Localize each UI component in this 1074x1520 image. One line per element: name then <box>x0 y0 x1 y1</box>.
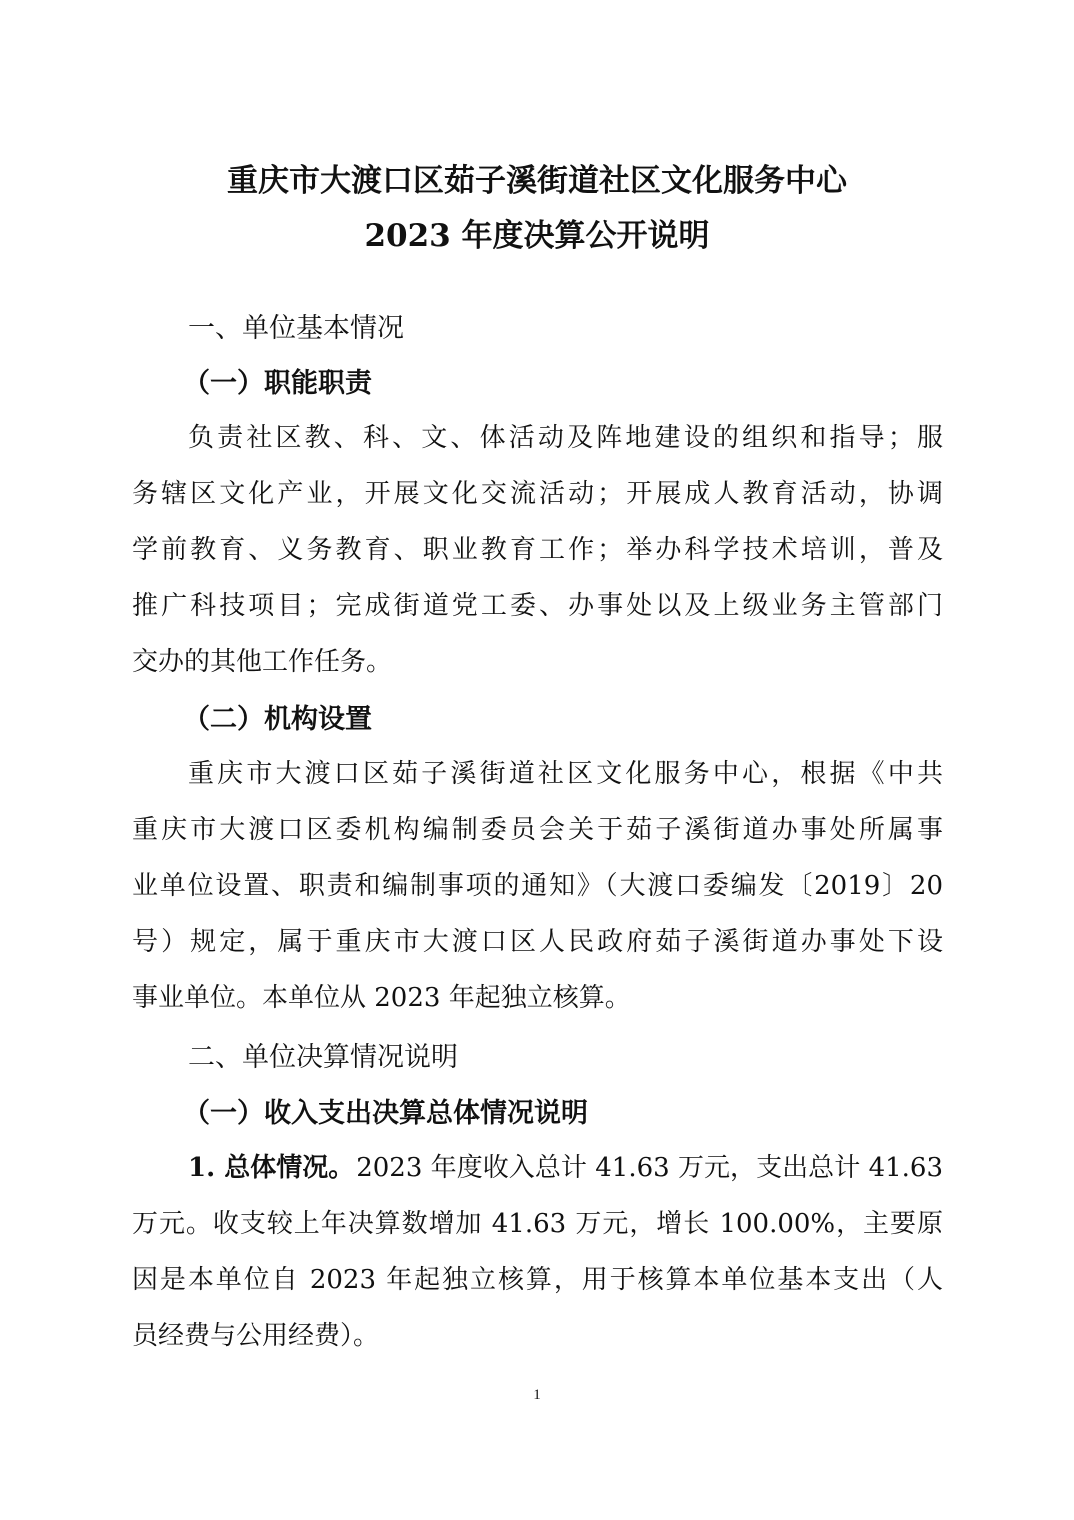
paragraph-line: 交办的其他工作任务。 <box>132 647 393 677</box>
paragraph-line: 负责社区教、科、文、体活动及阵地建设的组织和指导；服 <box>188 423 943 453</box>
section-heading-unit-basic-info: 一、单位基本情况 <box>188 313 404 344</box>
paragraph-line: 推广科技项目；完成街道党工委、办事处以及上级业务主管部门 <box>132 591 943 621</box>
paragraph-line: 务辖区文化产业，开展文化交流活动；开展成人教育活动，协调 <box>132 479 943 509</box>
document-title-line-2: 2023 年度决算公开说明 <box>364 218 710 254</box>
paragraph-line: 因是本单位自 2023 年起独立核算，用于核算本单位基本支出（人 <box>132 1265 943 1295</box>
paragraph-line: 业单位设置、职责和编制事项的通知》（大渡口委编发〔2019〕20 <box>132 871 943 901</box>
paragraph-line: 号）规定，属于重庆市大渡口区人民政府茹子溪街道办事处下设 <box>132 927 943 957</box>
section-heading-final-accounts: 二、单位决算情况说明 <box>188 1042 458 1073</box>
subheading-income-expense-overview: （一）收入支出决算总体情况说明 <box>183 1098 588 1129</box>
paragraph-line: 万元。收支较上年决算数增加 41.63 万元，增长 100.00%，主要原 <box>132 1209 943 1239</box>
paragraph-line: 事业单位。本单位从 2023 年起独立核算。 <box>132 983 631 1013</box>
page-number: 1 <box>533 1387 541 1403</box>
paragraph-line: 学前教育、义务教育、职业教育工作；举办科学技术培训，普及 <box>132 535 943 565</box>
subheading-organization-setup: （二）机构设置 <box>183 704 372 735</box>
paragraph-line: 重庆市大渡口区茹子溪街道社区文化服务中心，根据《中共 <box>188 759 943 789</box>
document-title-line-1: 重庆市大渡口区茹子溪街道社区文化服务中心 <box>227 163 847 199</box>
paragraph-line: 员经费与公用经费）。 <box>132 1321 380 1351</box>
paragraph-line: 重庆市大渡口区委机构编制委员会关于茹子溪街道办事处所属事 <box>132 815 943 845</box>
paragraph-lead-bold: 1. 总体情况。 <box>188 1153 355 1183</box>
paragraph-line-rest: 2023 年度收入总计 41.63 万元，支出总计 41.63 <box>356 1153 943 1183</box>
subheading-functions-duties: （一）职能职责 <box>183 368 372 399</box>
paragraph-line-with-lead <box>188 1147 943 1184</box>
